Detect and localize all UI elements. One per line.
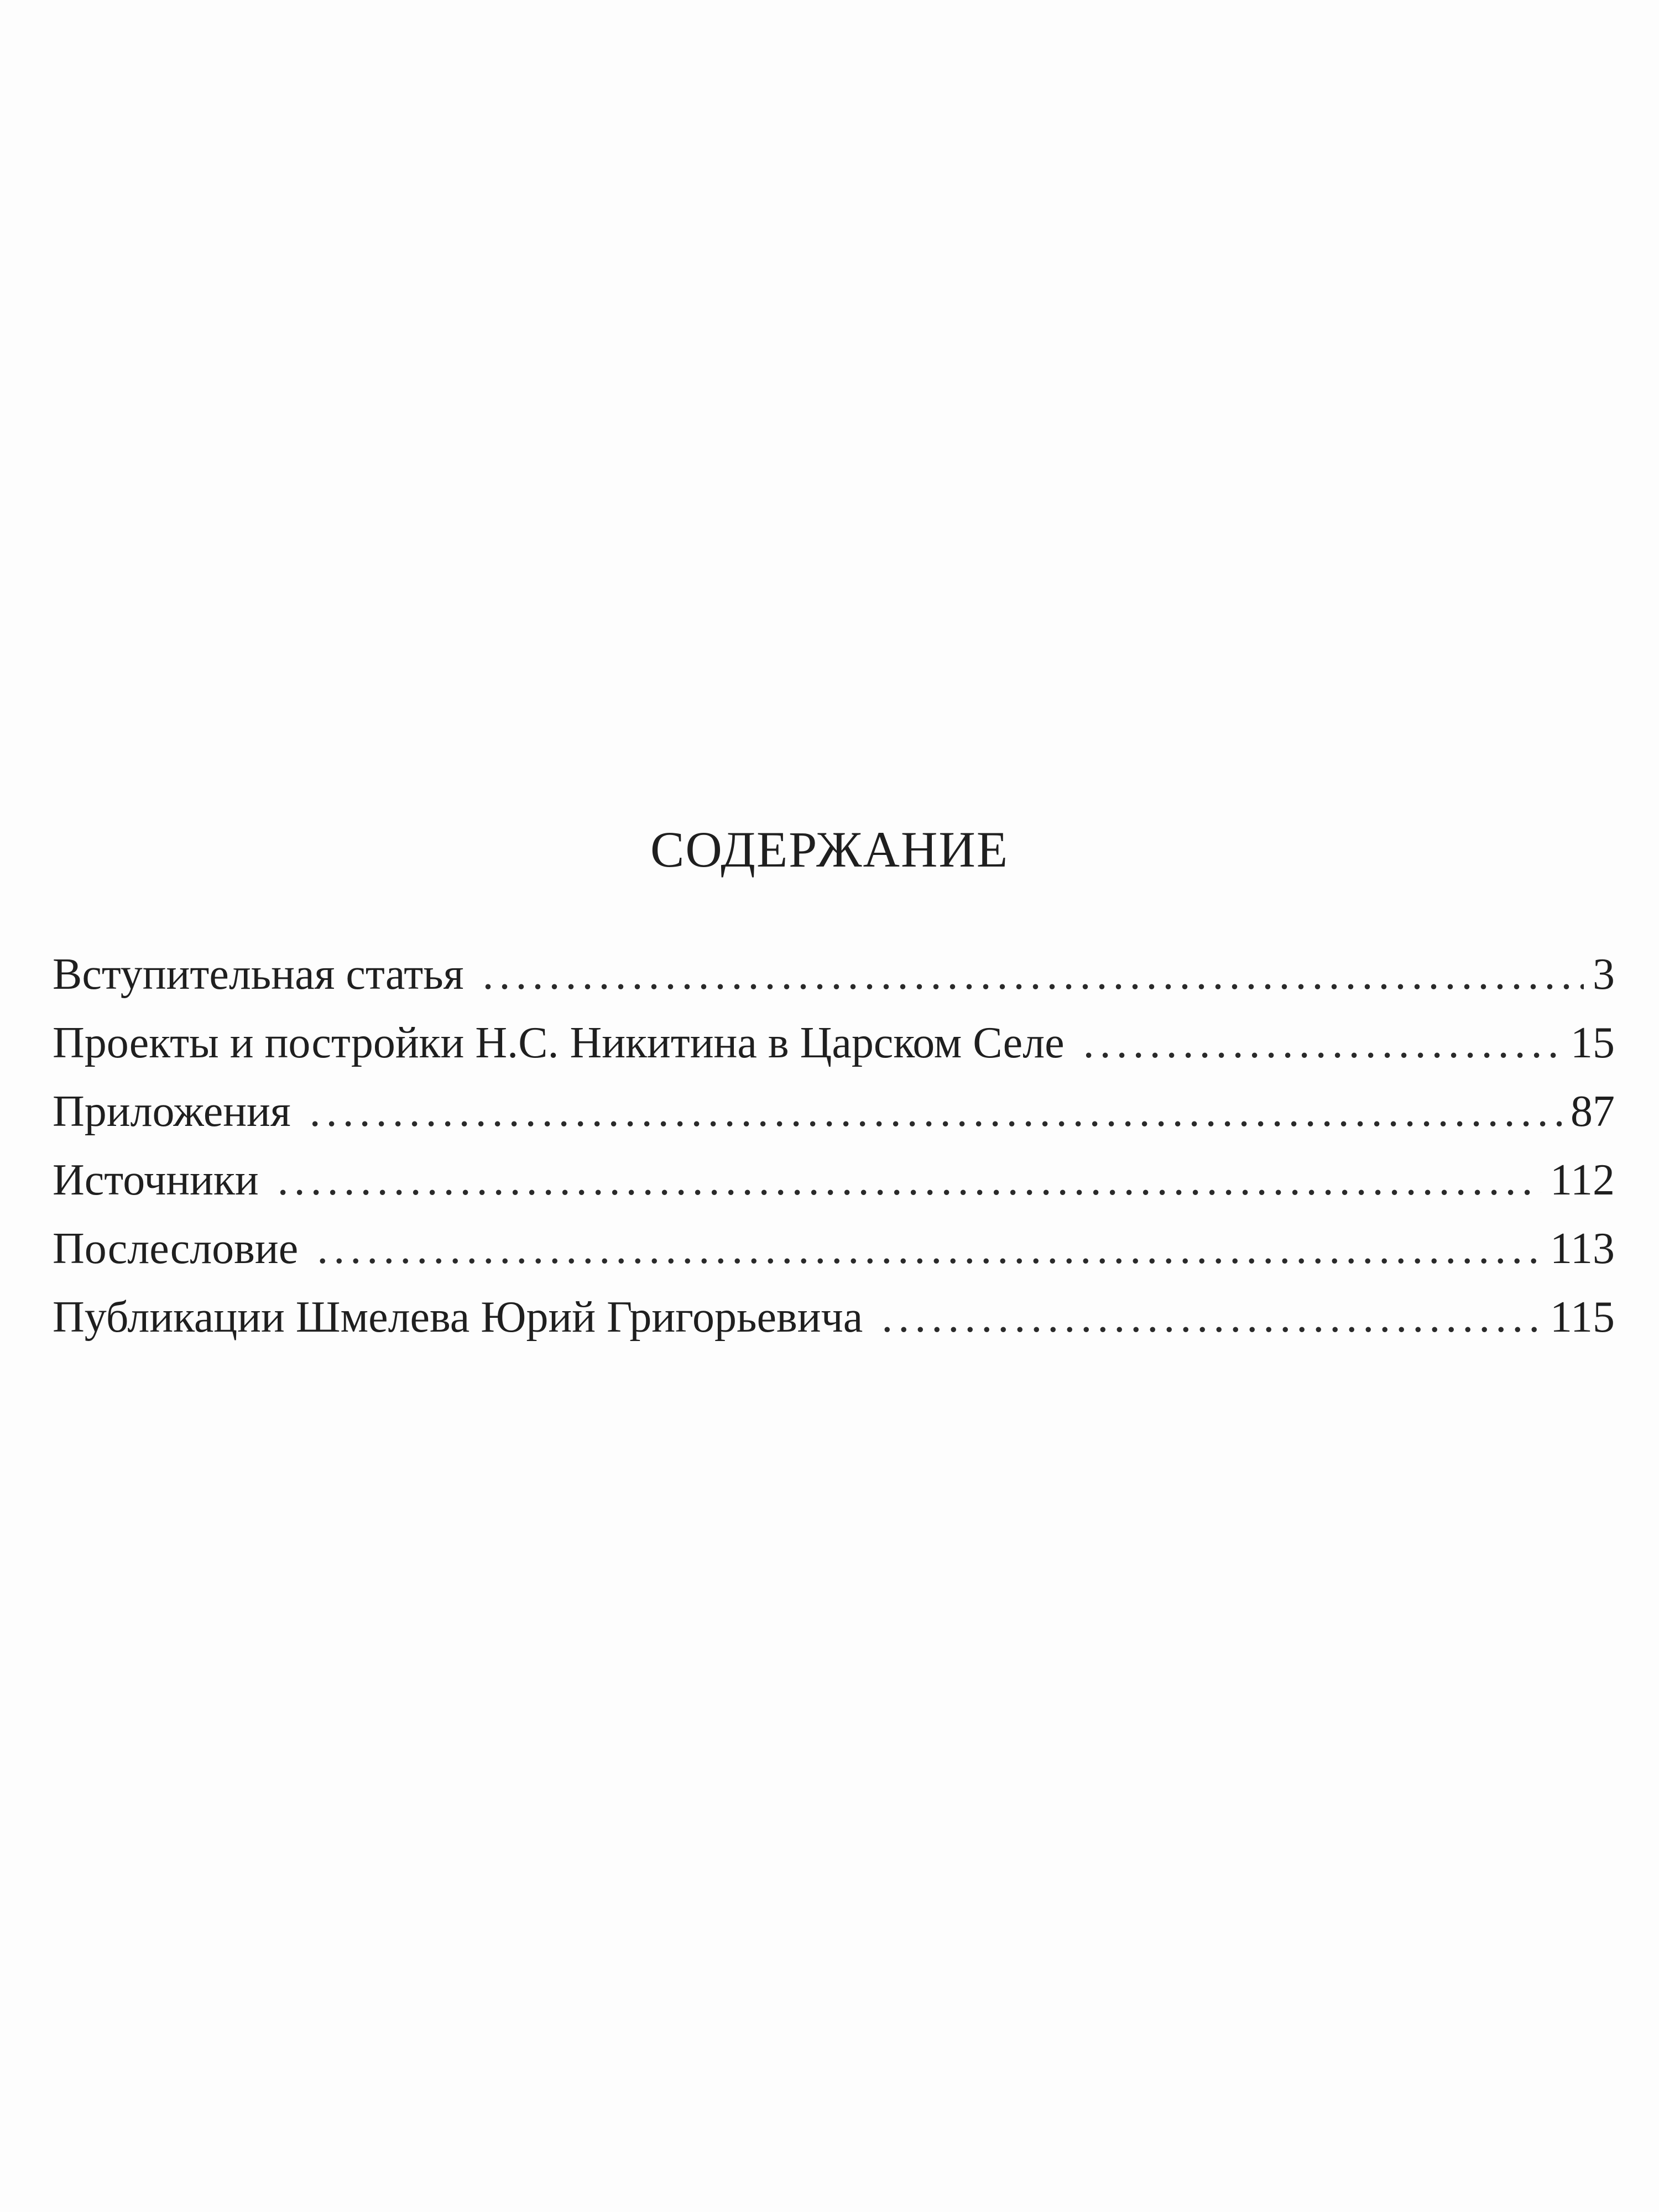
dot-leader [881, 1283, 1541, 1352]
toc-entry-page-number: 113 [1550, 1224, 1615, 1273]
toc-entry-label: Вступительная статья [53, 950, 464, 999]
toc-entry-page-number: 115 [1550, 1293, 1615, 1342]
toc-entry-label: Послесловие [53, 1224, 299, 1273]
dot-leader [317, 1214, 1541, 1283]
table-of-contents [53, 940, 1615, 1352]
toc-entry-page-number: 87 [1571, 1087, 1615, 1136]
toc-entry [53, 1146, 1615, 1214]
toc-entry-page-number: 15 [1571, 1019, 1615, 1067]
toc-entry [53, 940, 1615, 1009]
toc-entry [53, 1077, 1615, 1146]
toc-entry-page-number: 3 [1593, 950, 1615, 999]
toc-entry-page-number: 112 [1550, 1156, 1615, 1204]
contents-title: СОДЕРЖАНИЕ [650, 821, 1009, 878]
toc-entry [53, 1283, 1615, 1352]
dot-leader [310, 1077, 1562, 1146]
toc-entry-label: Проекты и постройки Н.С. Никитина в Царском Селе [53, 1019, 1065, 1067]
dot-leader [1083, 1009, 1562, 1077]
dot-leader [483, 940, 1584, 1009]
toc-entry-label: Источники [53, 1156, 259, 1204]
toc-entry [53, 1214, 1615, 1283]
toc-entry [53, 1009, 1615, 1077]
toc-entry-label: Публикации Шмелева Юрий Григорьевича [53, 1293, 863, 1342]
dot-leader [278, 1146, 1541, 1214]
toc-entry-label: Приложения [53, 1087, 291, 1136]
